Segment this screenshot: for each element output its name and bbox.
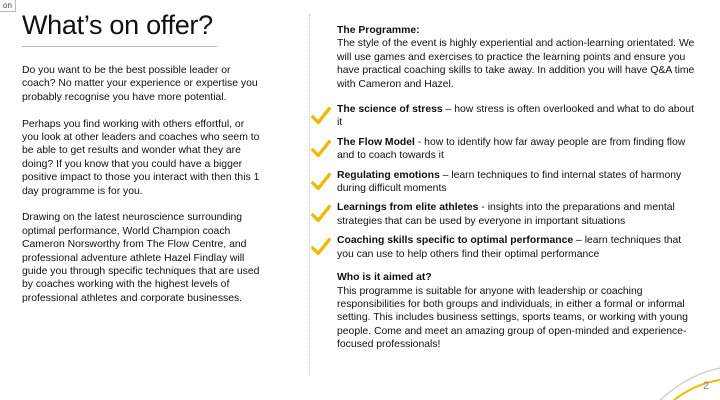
offer-item-emotions [337, 169, 699, 196]
offer-item-athletes [337, 201, 699, 228]
offer-item-desc: – how stress is often overlooked and what to do about it [337, 104, 694, 129]
page-number: 2 [703, 380, 710, 392]
who-text: This programme is suitable for anyone with leadership or coaching responsibilities for both groups and individuals, in either a formal or informal setting. This includes business settings, sports teams, or working with young people. Come and meet an amazing group of open-minded and experience-focused professionals! [337, 285, 688, 351]
right-column [337, 24, 699, 352]
offer-item-desc: - how to identify how far away people are from finding flow and to coach towards it [337, 136, 686, 162]
corner-tag: on [0, 0, 16, 12]
programme-intro: The style of the event is highly experiential and action-learning orientated. We will use games and exercises to practice the learning points and ensure you have practical coaching skills to take away. In addition you will have Q&A time with Cameron and Hazel. [337, 38, 695, 90]
page-title: What’s on offer? [22, 10, 213, 40]
intro-paragraph-2: Perhaps you find working with others effortful, or you look at other leaders and coaches who seem to be able to get results and wonder what they are doing? If you know that you could have a bigger positive impact to those you interact with then this 1 day programme is for you. [22, 118, 260, 197]
intro-paragraph-1: Do you want to be the best possible leader or coach? No matter your experience or expertise you probably recognise you have more potential. [22, 65, 258, 103]
left-column [22, 64, 262, 319]
offer-item-desc: – learn techniques that you can use to help others find their optimal performance [337, 235, 682, 260]
offer-item-desc: – learn techniques to find internal states of harmony during difficult moments [337, 169, 682, 195]
programme-heading: The Programme: [337, 25, 420, 36]
offer-item-stress [337, 103, 699, 130]
checkmark-icon [310, 105, 332, 127]
offer-item-title: The Flow Model [337, 136, 415, 148]
checkmark-icon [310, 138, 332, 160]
offer-list [337, 103, 699, 261]
checkmark-icon [310, 171, 332, 193]
offer-item-title: Learnings from elite athletes [337, 202, 479, 214]
who-heading: Who is it aimed at? [337, 272, 432, 284]
offer-item-title: The science of stress [337, 104, 443, 116]
intro-paragraph-3: Drawing on the latest neuroscience surrounding optimal performance, World Champion coach Cameron Norsworthy from The Flow Centre, and professional adventure athlete Hazel Findlay will guide you through specific techniques that are used by coaches working with the highest levels of professional athletes and corporate businesses. [22, 212, 260, 304]
checkmark-icon [310, 236, 332, 258]
offer-item-desc: - insights into the preparations and mental strategies that can be used by everyone in important situations [337, 202, 675, 227]
checkmark-icon [310, 203, 332, 225]
offer-item-title: Regulating emotions [337, 169, 440, 181]
offer-item-coaching [337, 234, 699, 261]
column-divider [309, 14, 310, 374]
title-underline [22, 46, 217, 47]
offer-item-flow-model [337, 136, 699, 163]
offer-item-title: Coaching skills specific to optimal performance [337, 235, 574, 247]
